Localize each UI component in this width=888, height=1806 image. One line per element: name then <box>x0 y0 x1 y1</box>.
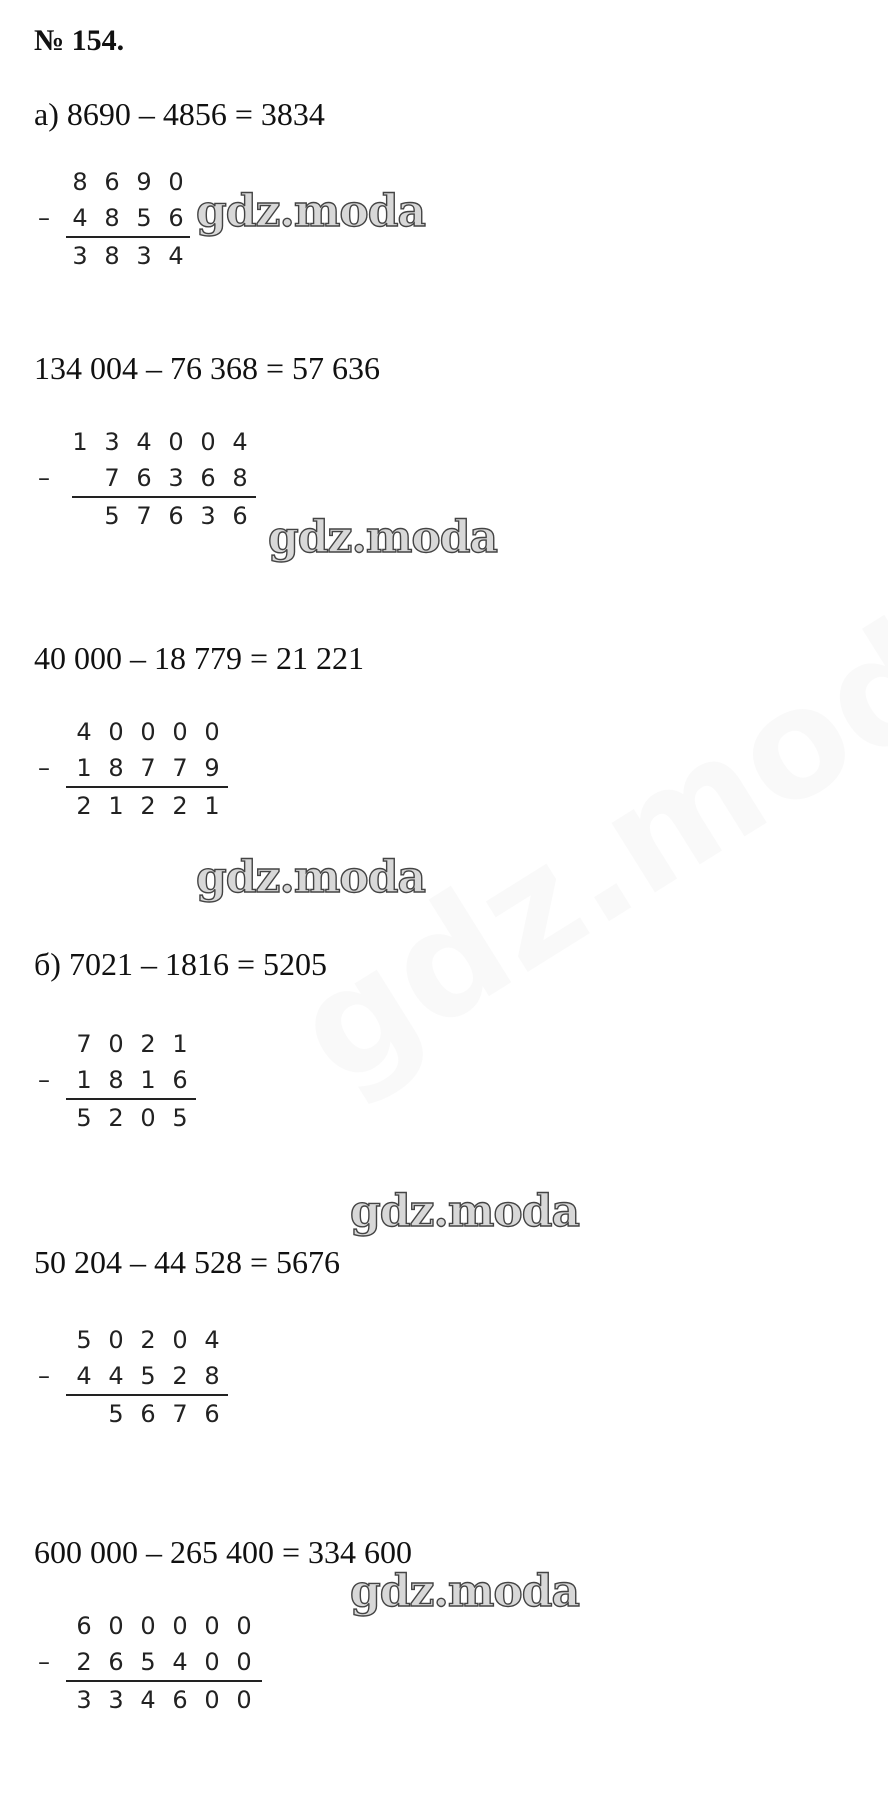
digit: 6 <box>168 502 184 530</box>
background-watermark <box>267 534 888 1120</box>
digit: 2 <box>140 792 156 820</box>
digit: 0 <box>172 1612 188 1640</box>
digit: 4 <box>172 1648 188 1676</box>
minus-sign: – <box>38 754 50 782</box>
digit: 0 <box>168 168 184 196</box>
digit: 3 <box>76 1686 92 1714</box>
watermark-logo: gdz.moda <box>196 852 426 903</box>
digit: 5 <box>76 1104 92 1132</box>
minus-sign: – <box>38 1362 50 1390</box>
digit: 3 <box>200 502 216 530</box>
result-line <box>66 236 190 238</box>
digit: 6 <box>108 1648 124 1676</box>
digit: 0 <box>204 1612 220 1640</box>
digit: 0 <box>204 1686 220 1714</box>
digit: 2 <box>172 1362 188 1390</box>
digit: 7 <box>172 1400 188 1428</box>
result-line <box>72 496 256 498</box>
digit: 5 <box>108 1400 124 1428</box>
result-line <box>66 1394 228 1396</box>
digit: 6 <box>172 1066 188 1094</box>
digit: 4 <box>140 1686 156 1714</box>
digit: 1 <box>140 1066 156 1094</box>
minus-sign: – <box>38 1066 50 1094</box>
digit: 9 <box>204 754 220 782</box>
digit: 2 <box>140 1030 156 1058</box>
digit: 5 <box>140 1362 156 1390</box>
digit: 8 <box>72 168 88 196</box>
equation-3: 40 000 – 18 779 = 21 221 <box>34 640 365 676</box>
digit: 8 <box>232 464 248 492</box>
digit: 8 <box>104 242 120 270</box>
digit: 6 <box>204 1400 220 1428</box>
digit: 0 <box>108 1326 124 1354</box>
digit: 7 <box>172 754 188 782</box>
equation-6: 600 000 – 265 400 = 334 600 <box>34 1534 413 1570</box>
digit: 8 <box>108 754 124 782</box>
digit: 4 <box>108 1362 124 1390</box>
digit: 2 <box>140 1326 156 1354</box>
equation-1: а) 8690 – 4856 = 3834 <box>34 96 325 132</box>
digit: 4 <box>168 242 184 270</box>
digit: 0 <box>236 1612 252 1640</box>
digit: 3 <box>108 1686 124 1714</box>
digit: 2 <box>172 792 188 820</box>
digit: 2 <box>108 1104 124 1132</box>
digit: 4 <box>232 428 248 456</box>
digit: 0 <box>204 718 220 746</box>
digit: 0 <box>108 1612 124 1640</box>
digit: 4 <box>204 1326 220 1354</box>
digit: 1 <box>72 428 88 456</box>
digit: 6 <box>200 464 216 492</box>
exercise-title: № 154. <box>34 24 125 57</box>
digit: 6 <box>168 204 184 232</box>
digit: 0 <box>168 428 184 456</box>
digit: 1 <box>108 792 124 820</box>
digit: 0 <box>140 1612 156 1640</box>
digit: 4 <box>76 1362 92 1390</box>
equation-2: 134 004 – 76 368 = 57 636 <box>34 350 381 386</box>
digit: 6 <box>136 464 152 492</box>
digit: 0 <box>140 1104 156 1132</box>
digit: 1 <box>76 754 92 782</box>
digit: 6 <box>104 168 120 196</box>
digit: 3 <box>136 242 152 270</box>
digit: 0 <box>108 718 124 746</box>
digit: 9 <box>136 168 152 196</box>
digit: 0 <box>140 718 156 746</box>
minus-sign: – <box>38 464 50 492</box>
digit: 7 <box>136 502 152 530</box>
watermark-logo: gdz.moda <box>268 512 498 563</box>
digit: 6 <box>140 1400 156 1428</box>
digit: 0 <box>172 718 188 746</box>
digit: 8 <box>104 204 120 232</box>
digit: 0 <box>236 1686 252 1714</box>
equation-4: б) 7021 – 1816 = 5205 <box>34 946 327 982</box>
digit: 7 <box>104 464 120 492</box>
digit: 7 <box>76 1030 92 1058</box>
digit: 6 <box>76 1612 92 1640</box>
watermark-logo: gdz.moda <box>196 186 426 237</box>
digit: 8 <box>204 1362 220 1390</box>
minus-sign: – <box>38 204 50 232</box>
result-line <box>66 786 228 788</box>
digit: 5 <box>172 1104 188 1132</box>
digit: 0 <box>204 1648 220 1676</box>
digit: 4 <box>136 428 152 456</box>
digit: 5 <box>140 1648 156 1676</box>
digit: 6 <box>172 1686 188 1714</box>
digit: 4 <box>76 718 92 746</box>
watermark-logo: gdz.moda <box>350 1186 580 1237</box>
digit: 0 <box>236 1648 252 1676</box>
digit: 2 <box>76 1648 92 1676</box>
digit: 0 <box>108 1030 124 1058</box>
result-line <box>66 1680 262 1682</box>
watermark-logo: gdz.moda <box>350 1566 580 1617</box>
digit: 1 <box>76 1066 92 1094</box>
digit: 0 <box>200 428 216 456</box>
digit: 6 <box>232 502 248 530</box>
result-line <box>66 1098 196 1100</box>
digit: 1 <box>204 792 220 820</box>
digit: 2 <box>76 792 92 820</box>
digit: 4 <box>72 204 88 232</box>
minus-sign: – <box>38 1648 50 1676</box>
digit: 3 <box>168 464 184 492</box>
digit: 5 <box>104 502 120 530</box>
digit: 5 <box>76 1326 92 1354</box>
digit: 3 <box>104 428 120 456</box>
digit: 7 <box>140 754 156 782</box>
digit: 5 <box>136 204 152 232</box>
digit: 8 <box>108 1066 124 1094</box>
digit: 0 <box>172 1326 188 1354</box>
digit: 1 <box>172 1030 188 1058</box>
digit: 3 <box>72 242 88 270</box>
equation-5: 50 204 – 44 528 = 5676 <box>34 1244 341 1280</box>
